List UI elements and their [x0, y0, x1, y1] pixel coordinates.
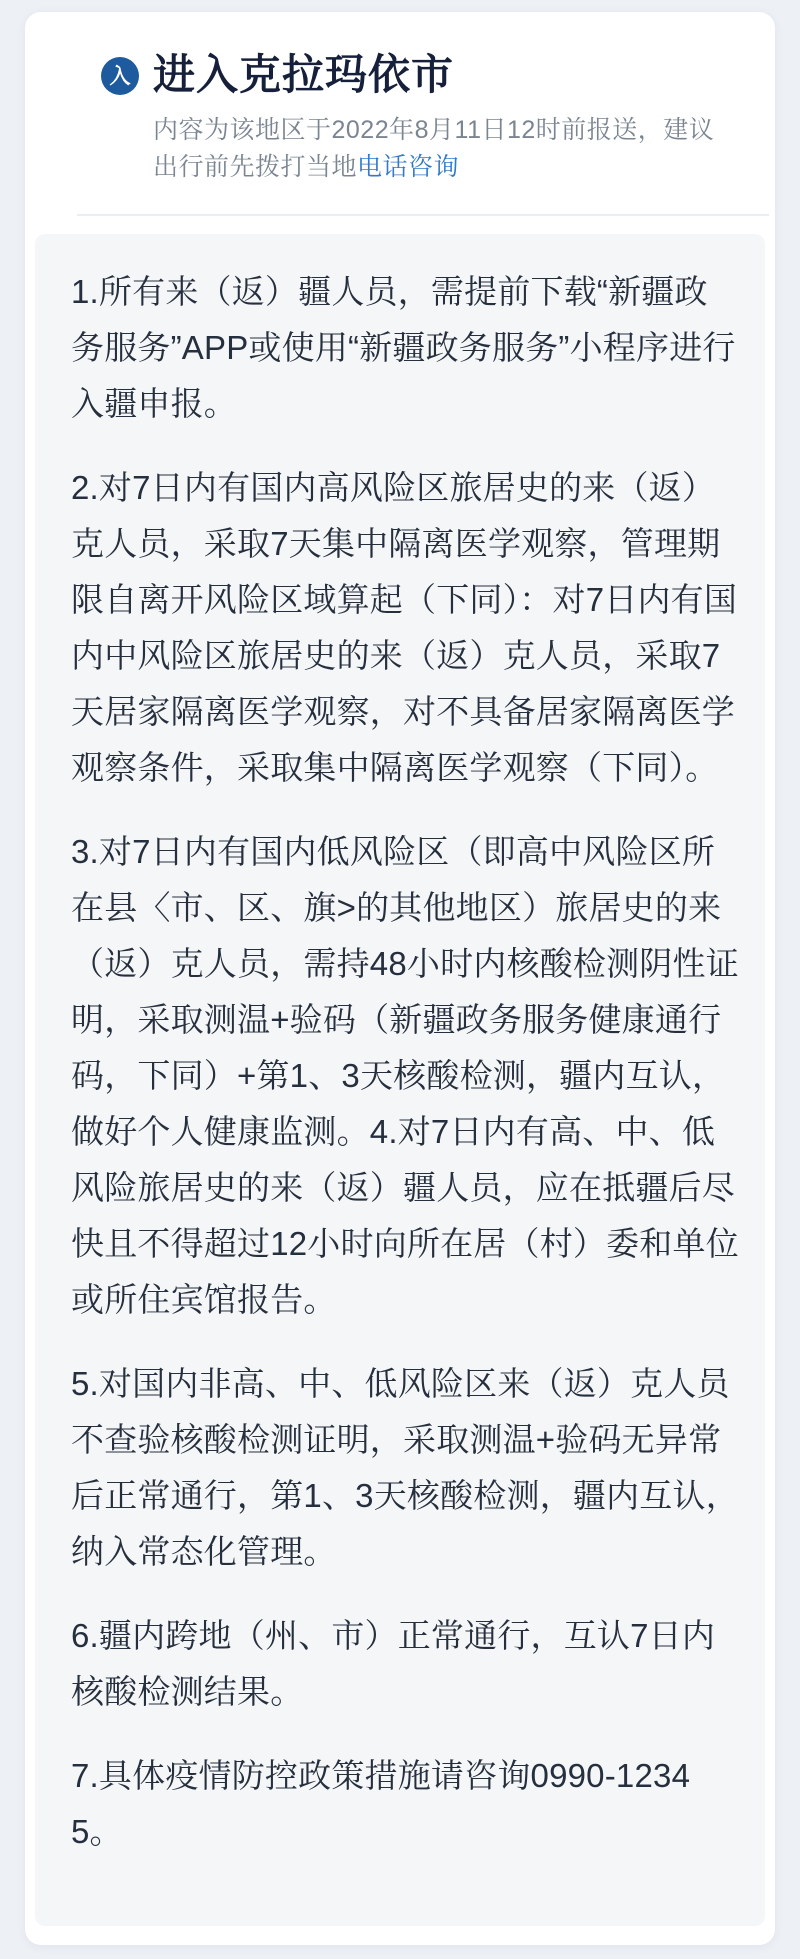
- section-title: 进入克拉玛依市: [153, 51, 455, 98]
- report-time-note-line2-prefix: 出行前先拨打当地: [153, 153, 358, 181]
- policy-card: [25, 12, 775, 1945]
- policy-paragraph: 1.所有来（返）疆人员，需提前下载“新疆政务服务”APP或使用“新疆政务服务”小程序进行入疆申报。: [71, 273, 736, 422]
- policy-paragraph: 7.具体疫情防控政策措施请咨询0990-12345。: [71, 1757, 691, 1850]
- report-time-note-line2: [153, 149, 735, 186]
- report-time-note-line1: 内容为该地区于2022年8月11日12时前报送，建议: [153, 116, 715, 144]
- header: [25, 12, 775, 186]
- report-time-note: [153, 112, 735, 186]
- policy-paragraph: 5.对国内非高、中、低风险区来（返）克人员不查验核酸检测证明，采取测温+验码无异常后正常通行，第1、3天核酸检测，疆内互认，纳入常态化管理。: [71, 1365, 739, 1570]
- phone-consult-link[interactable]: 电话咨询: [357, 153, 460, 181]
- policy-paragraph: 2.对7日内有国内高风险区旅居史的来（返）克人员，采取7天集中隔离医学观察，管理期限自离开风险区域算起（下同）：对7日内有国内中风险区旅居史的来（返）克人员，采取7天居家隔离医学观察，对不具备居家隔离医学观察条件，采取集中隔离医学观察（下同）。: [71, 469, 738, 786]
- policy-paragraph: 6.疆内跨地（州、市）正常通行，互认7日内核酸检测结果。: [71, 1617, 716, 1710]
- policy-paragraph: 3.对7日内有国内低风险区（即高中风险区所在县〈市、区、旗>的其他地区）旅居史的来（返）克人员，需持48小时内核酸检测阴性证明，采取测温+验码（新疆政务服务健康通行码，下同）+第1、3天核酸检测，疆内互认，做好个人健康监测。4.对7日内有高、中、低风险旅居史的来（返）疆人员，应在抵疆后尽快且不得超过12小时向所在居（村）委和单位或所住宾馆报告。: [71, 833, 739, 1318]
- policy-content: [35, 234, 765, 1926]
- enter-city-icon: 入: [101, 57, 139, 95]
- divider: [77, 214, 769, 216]
